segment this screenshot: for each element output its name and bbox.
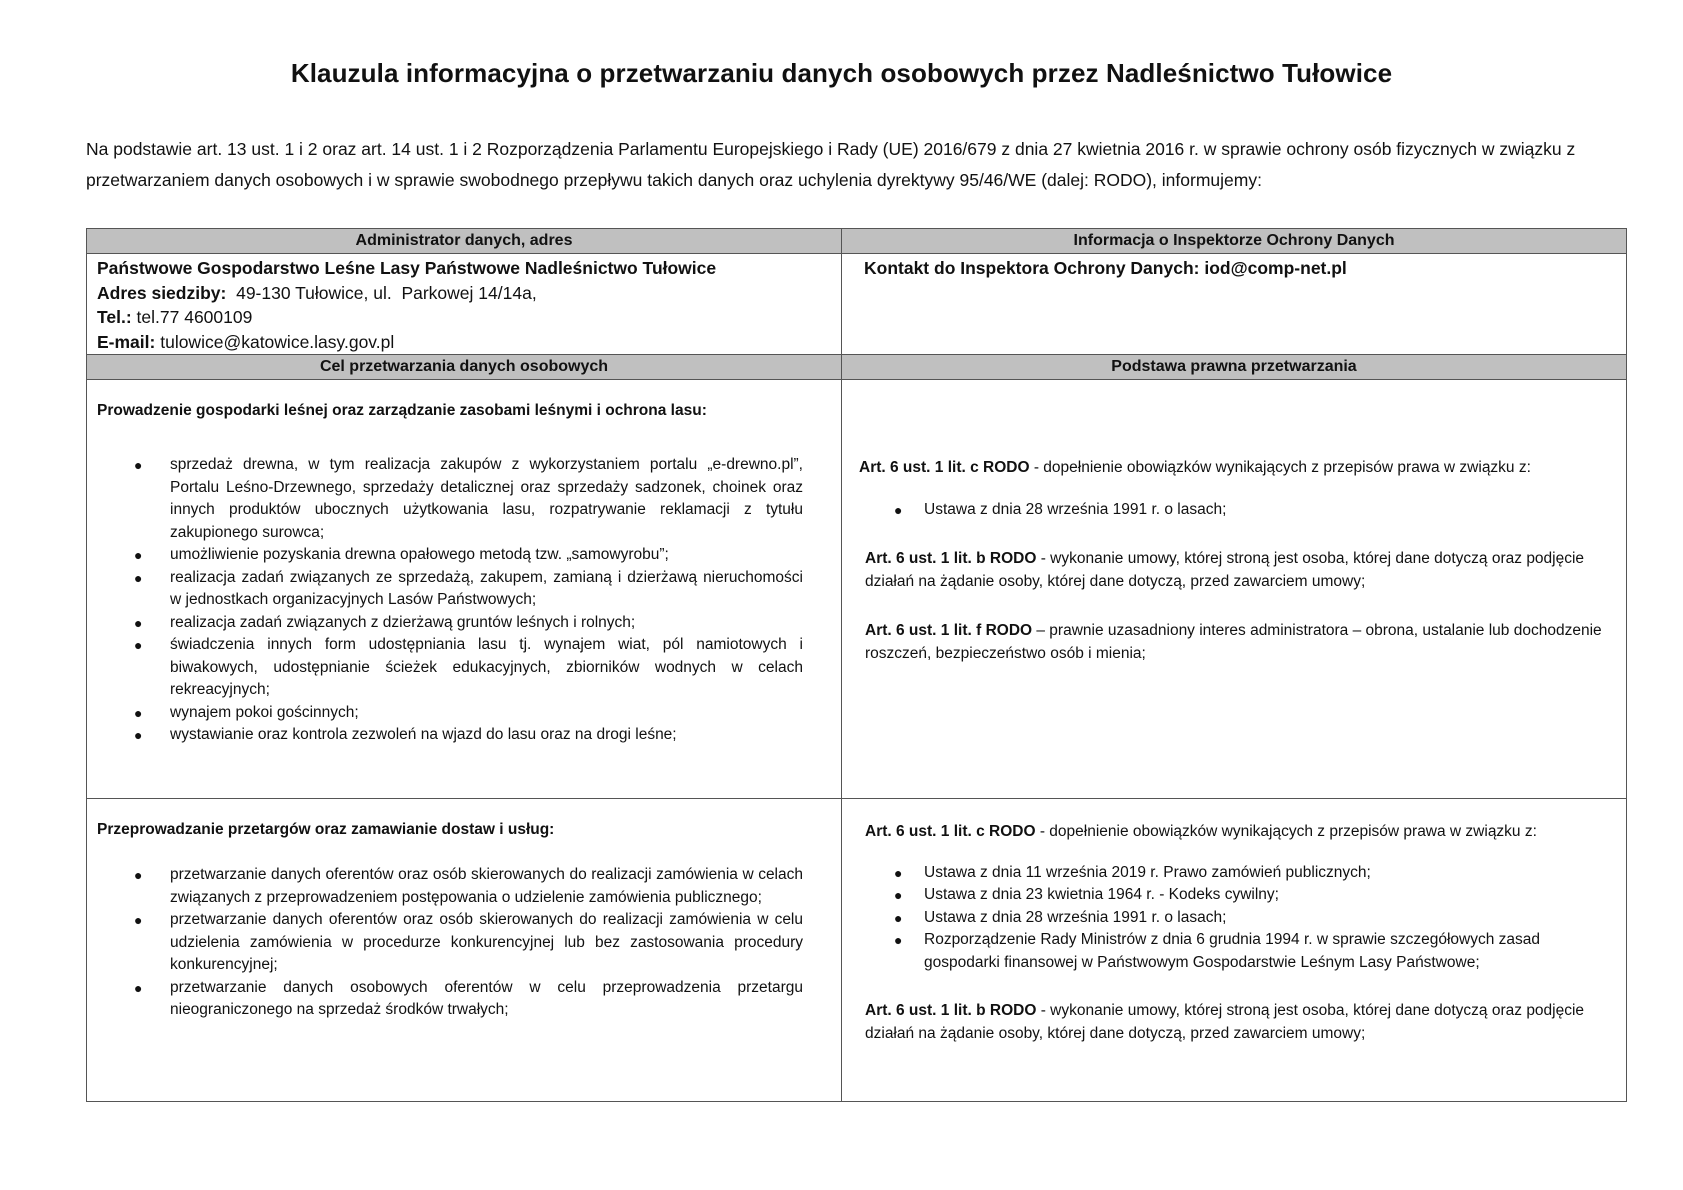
list-item: ● świadczenia innych form udostępniania lasu tj. wynajem wiat, pól namiotowych i biwakowych, udostępnianie ścieżek edukacyjnych, zbiorników wodnych w celach rekreacyjnych; [134, 636, 803, 698]
bullet-icon: ● [894, 932, 903, 948]
admin-name: Państwowe Gospodarstwo Leśne Lasy Państwowe Nadleśnictwo Tułowice [97, 258, 717, 278]
list-item: ● przetwarzanie danych oferentów oraz osób skierowanych do realizacji zamówienia w celach związanych z przeprowadzeniem postępowania o udzielenie zamówienia publicznego; [134, 866, 803, 906]
list-item: ● realizacja zadań związanych ze sprzedażą, zakupem, zamianą i dzierżawą nieruchomości w jednostkach organizacyjnych Lasów Państwowych; [134, 568, 803, 608]
list-item: ● Ustawa z dnia 28 września 1991 r. o lasach; [842, 499, 1626, 522]
bullet-icon: ● [134, 547, 143, 563]
email-value: tulowice@katowice.lasy.gov.pl [155, 331, 395, 352]
basis-f-1: Art. 6 ust. 1 lit. f RODO – prawnie uzasadniony interes administratora – obrona, ustalanie lub dochodzenie roszczeń, bezpieczeństwo osób i mienia; [865, 622, 1602, 662]
list-item: ● przetwarzanie danych oferentów oraz osób skierowanych do realizacji zamówienia w celu udzielenia zamówienia w procedurze konkurencyjnej lub bez zastosowania procedury konkurencyjnej; [134, 911, 803, 973]
tel-label: Tel.: [97, 307, 132, 327]
address-label: Adres siedziby: [97, 282, 227, 303]
bullet-icon: ● [134, 569, 143, 586]
info-table [86, 228, 1627, 1102]
list-item: ● umożliwienie pozyskania drewna opałowego metodą tzw. „samowyrobu”; [87, 544, 841, 567]
iod-contact: Kontakt do Inspektora Ochrony Danych: iod@comp-net.pl [864, 258, 1347, 278]
bullet-icon: ● [134, 727, 143, 743]
address-value: 49-130 Tułowice, ul. Parkowej 14/14a, [226, 282, 537, 303]
basis-forest-cell [842, 380, 1627, 799]
basis-c-2: Art. 6 ust. 1 lit. c RODO - dopełnienie obowiązków wynikających z przepisów prawa w związku z: [865, 823, 1537, 840]
section2-list [87, 864, 841, 1022]
bullet-icon: ● [134, 867, 143, 883]
bullet-icon: ● [134, 614, 143, 631]
list-item: ● Ustawa z dnia 23 kwietnia 1964 r. - Kodeks cywilny; [842, 884, 1626, 907]
list-item: ● sprzedaż drewna, w tym realizacja zakupów z wykorzystaniem portalu „e-drewno.pl”, Portalu Leśno-Drzewnego, sprzedaży detalicznej oraz sprzedaży sadzonek, choinek oraz innych produktów ubocznych użytkowania lasu, rozpatrywanie reklamacji z tytułu zakupionego surowca; [134, 456, 803, 541]
bullet-icon: ● [134, 637, 143, 653]
bullet-icon: ● [134, 704, 143, 721]
admin-email [97, 330, 841, 355]
header-iod: Informacja o Inspektorze Ochrony Danych [842, 229, 1627, 254]
list-item: ● przetwarzanie danych osobowych oferentów w celu przeprowadzenia przetargu nieograniczonego na sprzedaż środków trwałych; [134, 978, 803, 1018]
bullet-icon: ● [134, 457, 143, 473]
purpose-forest-cell [87, 380, 842, 799]
bullet-icon: ● [894, 864, 903, 881]
admin-tel [97, 305, 841, 330]
list-item: ● wynajem pokoi gościnnych; [87, 702, 841, 725]
list-item: ● Ustawa z dnia 11 września 2019 r. Prawo zamówień publicznych; [842, 862, 1626, 885]
admin-address [97, 281, 841, 306]
list-item: ● Rozporządzenie Rady Ministrów z dnia 6 grudnia 1994 r. w sprawie szczegółowych zasad gospodarki finansowej w Państwowym Gospodarstwie Leśnym Lasy Państwowe; [894, 931, 1541, 971]
tel-value: tel.77 4600109 [131, 307, 253, 327]
admin-cell [87, 254, 842, 355]
section2-title: Przeprowadzanie przetargów oraz zamawianie dostaw i usług: [97, 821, 555, 838]
basis-b-1: Art. 6 ust. 1 lit. b RODO - wykonanie umowy, której stroną jest osoba, której dane dotyczą oraz podjęcie działań na żądanie osoby, której dane dotyczą, przed zawarciem umowy; [865, 550, 1585, 590]
laws-list-1 [842, 499, 1626, 522]
section1-list [87, 454, 841, 747]
bullet-icon: ● [134, 979, 143, 996]
basis-b-2: Art. 6 ust. 1 lit. b RODO - wykonanie umowy, której stroną jest osoba, której dane dotyczą oraz podjęcie działań na żądanie osoby, której dane dotyczą, przed zawarciem umowy; [865, 1002, 1585, 1042]
iod-cell [842, 254, 1627, 355]
purpose-tender-cell [87, 799, 842, 1102]
list-item: ● realizacja zadań związanych z dzierżawą gruntów leśnych i rolnych; [87, 612, 841, 635]
header-legal-basis: Podstawa prawna przetwarzania [842, 355, 1627, 380]
header-purpose: Cel przetwarzania danych osobowych [87, 355, 842, 380]
basis-c-1: Art. 6 ust. 1 lit. c RODO - dopełnienie obowiązków wynikających z przepisów prawa w związku z: [859, 459, 1531, 476]
basis-tender-cell [842, 799, 1627, 1102]
header-administrator: Administrator danych, adres [87, 229, 842, 254]
bullet-icon: ● [894, 909, 903, 926]
intro-paragraph: Na podstawie art. 13 ust. 1 i 2 oraz art. 14 ust. 1 i 2 Rozporządzenia Parlamentu Europejskiego i Rady (UE) 2016/679 z dnia 27 kwietnia 2016 r. w sprawie ochrony osób fizycznych w związku z przetwarzaniem danych osobowych i w sprawie swobodnego przepływu takich danych oraz uchylenia dyrektywy 95/46/WE (dalej: RODO), informujemy: [86, 139, 1576, 190]
laws-list-2 [842, 862, 1626, 975]
section1-title: Prowadzenie gospodarki leśnej oraz zarządzanie zasobami leśnymi i ochrona lasu: [97, 402, 707, 419]
bullet-icon: ● [134, 912, 143, 928]
email-label: E-mail: [97, 331, 156, 352]
list-item: ● Ustawa z dnia 28 września 1991 r. o lasach; [842, 907, 1626, 930]
list-item: ● wystawianie oraz kontrola zezwoleń na wjazd do lasu oraz na drogi leśne; [87, 724, 841, 747]
bullet-icon: ● [894, 501, 903, 518]
bullet-icon: ● [894, 887, 903, 903]
document-title: Klauzula informacyjna o przetwarzaniu danych osobowych przez Nadleśnictwo Tułowice [290, 58, 1393, 88]
